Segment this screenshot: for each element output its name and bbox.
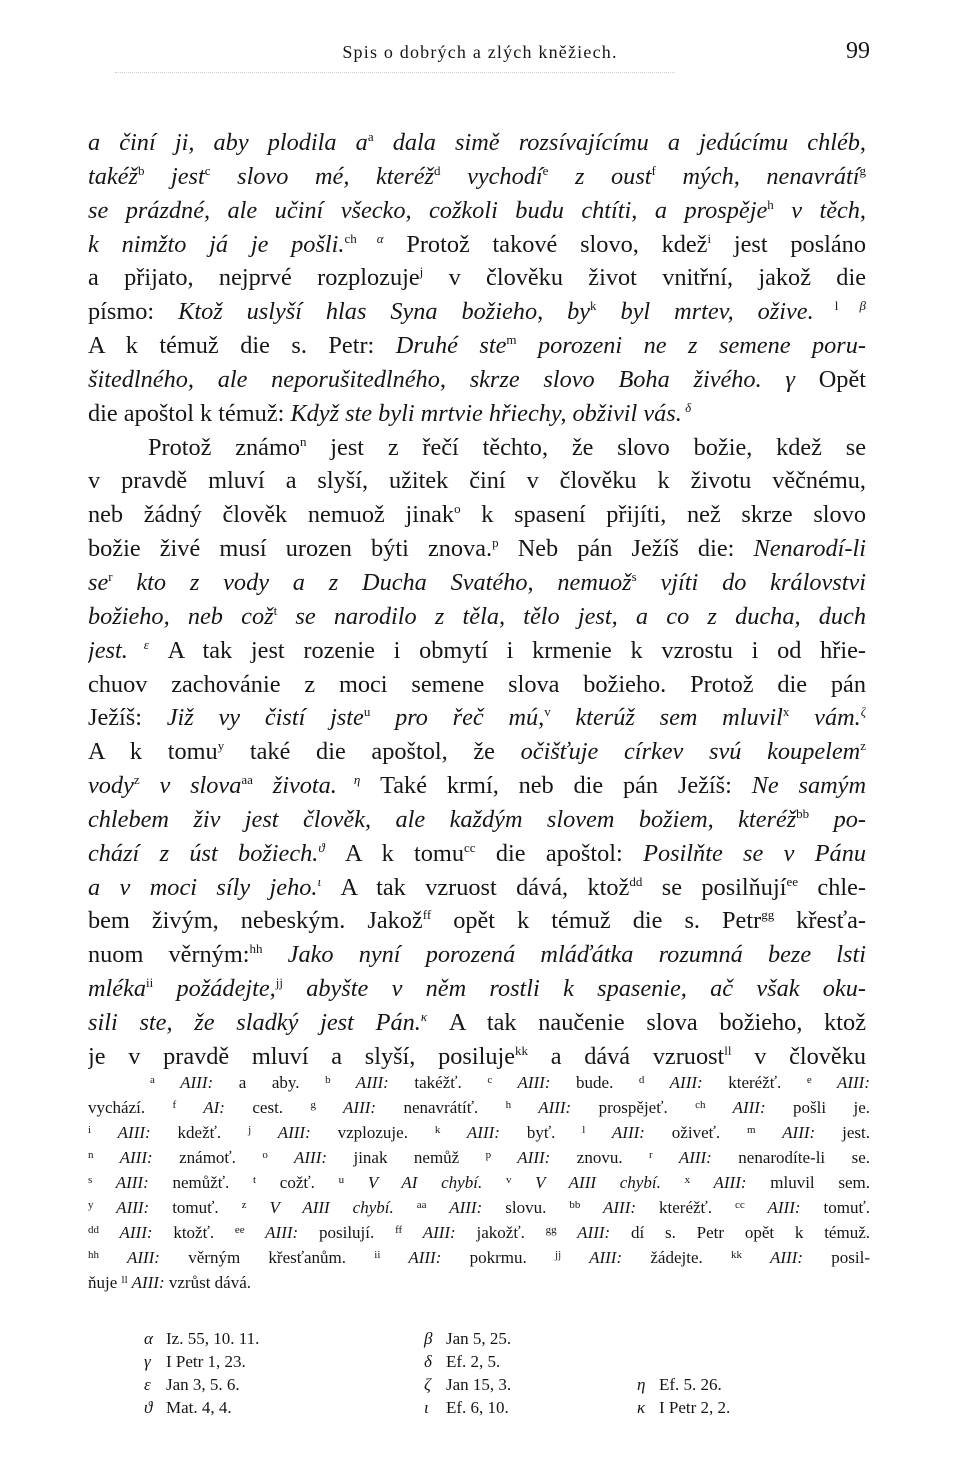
text-line: sili ste, že sladký jest Pán.$^\kappa$ A tak naučenie slova božieho, ktož (88, 1008, 866, 1036)
bible-reference: κ I Petr 2, 2. (637, 1398, 731, 1417)
text-line: chuov zachovánie z moci semene slova božieho. Protož die pán (88, 670, 866, 698)
bible-reference: ι Ef. 6, 10. (424, 1398, 509, 1417)
text-line: Ježíš: Již vy čistí jste$^u$ pro řeč mú,$^v$ kterúž sem mluvil$^x$ vám.$^\zeta$ (88, 704, 866, 732)
reference-row (144, 1396, 804, 1419)
footnote-line: $^y$ AIII: tomuť. $^z$ V AIII chybí. $^{aa}$ AIII: slovu. $^{bb}$ AIII: kteréžť. $^{cc}$ AIII: tomuť. (88, 1198, 870, 1217)
text-line: božie živé musí urozen býti znova.$^p$ Neb pán Ježíš die: Nenarodí-li (88, 535, 866, 563)
text-line: božieho, neb což$^t$ se narodilo z těla, tělo jest, a co z ducha, duch (88, 602, 866, 630)
text-line: je v pravdě mluví a slyší, posiluje$^{kk}$ a dává vzruost$^{ll}$ v člověku (88, 1042, 866, 1070)
text-line: vody$^z$ v slova$^{aa}$ života. $^\eta$ Také krmí, neb die pán Ježíš: Ne samým (88, 772, 866, 800)
text-line: k nimžto já je pošli.$^{ch}$ $^\alpha$ Protož takové slovo, kdež$^i$ jest posláno (88, 230, 866, 258)
main-text (88, 126, 866, 1074)
text-line: A k tomu$^y$ také die apoštol, že očišťuje církev svú koupelem$^z$ (88, 738, 866, 766)
text-line: a přijato, nejprvé rozplozuje$^j$ v člověku život vnitřní, jakož die (88, 264, 866, 292)
reference-row (144, 1350, 804, 1373)
text-line: jest. $^\varepsilon$ A tak jest rozenie i obmytí i krmenie k vzrostu i od hřie- (88, 636, 866, 664)
footnote-line: ňuje $^{ll}$ AIII: vzrůst dává. (88, 1273, 252, 1292)
text-line: mléka$^{ii}$ požádejte,$^{jj}$ abyšte v něm rostli k spasenie, ač však oku- (88, 975, 866, 1003)
text-line: nuom věrným:$^{hh}$ Jako nyní porozená mláďátka rozumná beze lsti (88, 941, 866, 969)
text-line: takéž$^b$ jest$^c$ slovo mé, kteréž$^d$ vychodí$^e$ z oust$^f$ mých, nenavrátí$^g$ (88, 162, 866, 190)
footnote-line: $^n$ AIII: známoť. $^o$ AIII: jinak nemůž $^p$ AIII: znovu. $^r$ AIII: nenarodíte-li se. (88, 1148, 870, 1167)
text-line: bem živým, nebeským. Jakož$^{ff}$ opět k témuž die s. Petr$^{gg}$ křesťa- (88, 907, 866, 935)
running-head: Spis o dobrých a zlých kněžiech. (342, 42, 618, 62)
footnote-line: $^{hh}$ AIII: věrným křesťanům. $^{ii}$ AIII: pokrmu. $^{jj}$ AIII: žádejte. $^{kk}$ AIII: posil- (88, 1248, 870, 1267)
page-number: 99 (846, 38, 870, 64)
text-line: Protož známo$^n$ jest z řečí těchto, že slovo božie, kdež se (148, 433, 866, 461)
footnotes (88, 1070, 870, 1295)
text-line: neb žádný člověk nemuož jinak$^o$ k spasení přijíti, než skrze slovo (88, 501, 866, 529)
footnote-line: $^i$ AIII: kdežť. $^j$ AIII: vzplozuje. $^k$ AIII: byť. $^l$ AIII: oživeť. $^m$ AIII: jest. (88, 1123, 870, 1142)
bible-reference: δ Ef. 2, 5. (424, 1352, 501, 1371)
page-header (90, 38, 870, 70)
text-line: šitedlného, ale neporušitedlného, skrze slovo Boha živého. γ Opět (88, 365, 866, 393)
text-line: die apoštol k témuž: Když ste byli mrtvie hřiechy, obživil vás. $^\delta$ (88, 399, 692, 427)
bible-reference: α Iz. 55, 10. 11. (144, 1329, 260, 1348)
text-line: se prázdné, ale učiní všecko, cožkoli budu chtíti, a prospěje$^h$ v těch, (88, 196, 866, 224)
text-line: chlebem živ jest člověk, ale každým slovem božiem, kteréž$^{bb}$ po- (88, 805, 866, 833)
text-line: a činí ji, aby plodila $a^a$ dala simě rozsívajícímu a jedúcímu chléb, (88, 129, 866, 156)
text-line: v pravdě mluví a slyší, užitek činí v člověku k životu věčnému, (88, 467, 866, 495)
reference-row (144, 1327, 804, 1350)
reference-row (144, 1373, 804, 1396)
footnote-line: $^{dd}$ AIII: ktožť. $^{ee}$ AIII: posilují. $^{ff}$ AIII: jakožť. $^{gg}$ AIII: dí s. Petr opět k témuž. (88, 1223, 870, 1242)
footnote-line: $^s$ AIII: nemůžť. $^t$ cožť. $^u$ V AI chybí. $^v$ V AIII chybí. $^x$ AIII: mluvil sem. (88, 1173, 870, 1192)
footnote-line: $^a$ AIII: a aby. $^b$ AIII: takéžť. $^c$ AIII: bude. $^d$ AIII: kteréžť. $^e$ AIII: (150, 1073, 870, 1092)
bible-references (144, 1327, 804, 1419)
footnote-line: vychází. $^f$ AI: cest. $^g$ AIII: nenavrátíť. $^h$ AIII: prospějeť. $^{ch}$ AIII: pošli je. (88, 1098, 870, 1117)
bible-reference: γ I Petr 1, 23. (144, 1352, 246, 1371)
header-rule (115, 72, 675, 73)
bible-reference: β Jan 5, 25. (424, 1329, 512, 1348)
text-line: a v moci síly jeho.$^\iota$ A tak vzruost dává, ktož$^{dd}$ se posilňují$^{ee}$ chle- (88, 873, 866, 901)
text-line: A k témuž die s. Petr: Druhé ste$^m$ porozeni ne z semene poru- (88, 332, 866, 360)
text-line: $se^r$ kto z vody a z Ducha Svatého, nemuož$^s$ vjíti do královstvi (88, 568, 866, 596)
bible-reference: ζ Jan 15, 3. (424, 1375, 512, 1394)
bible-reference: ϑ Mat. 4, 4. (144, 1398, 232, 1417)
bible-reference: ε Jan 3, 5. 6. (144, 1375, 240, 1394)
text-line: chází z úst božiech.$^ϑ$ A k tomu$^{cc}$ die apoštol: Posilňte se v Pánu (88, 839, 866, 867)
bible-reference: η Ef. 5. 26. (637, 1375, 722, 1394)
text-line: písmo: Ktož uslyší hlas Syna božieho, $by^k$ byl mrtev, ožive. $^l$ $^\beta$ (88, 298, 866, 326)
